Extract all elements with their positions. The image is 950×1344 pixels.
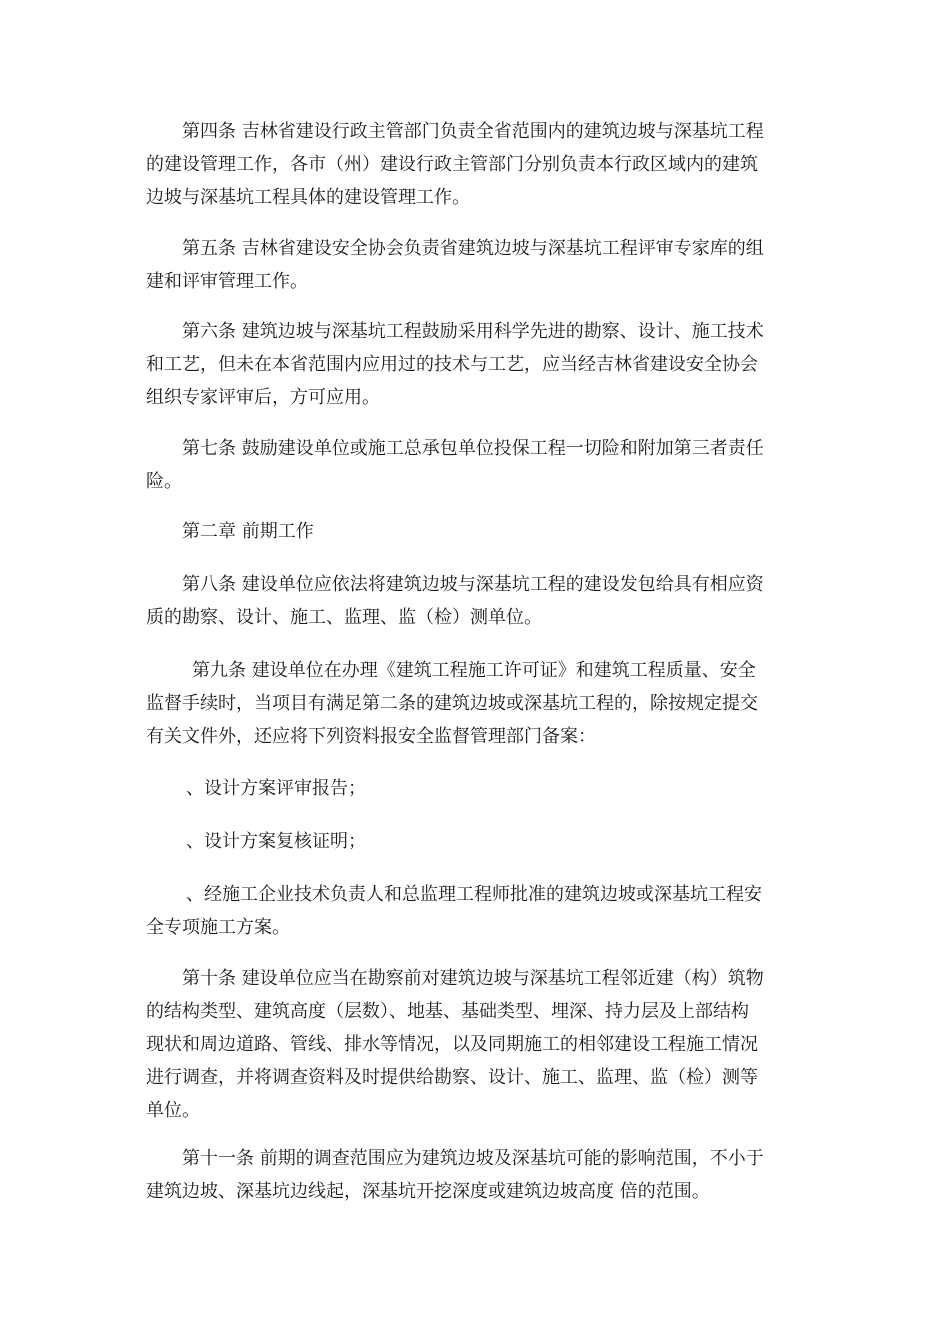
text-line: 现状和周边道路、管线、排水等情况，以及同期施工的相邻建设工程施工情况 (146, 1034, 758, 1055)
list-item-2 (146, 825, 816, 858)
article-7-paragraph (146, 432, 816, 498)
text-line: 的建设管理工作，各市（州）建设行政主管部门分别负责本行政区域内的建筑 (146, 154, 758, 175)
text-line: 、设计方案评审报告； (186, 778, 366, 799)
text-line: 和工艺，但未在本省范围内应用过的技术与工艺，应当经吉林省建设安全协会 (146, 354, 758, 375)
text-line: 、设计方案复核证明； (186, 831, 366, 852)
text-line: 第十一条 前期的调查范围应为建筑边坡及深基坑可能的影响范围，不小于 (182, 1148, 764, 1169)
text-line: 第七条 鼓励建设单位或施工总承包单位投保工程一切险和附加第三者责任 (182, 438, 764, 459)
text-line: 单位。 (146, 1100, 200, 1121)
article-11-paragraph (146, 1142, 816, 1208)
article-5-paragraph (146, 232, 816, 298)
text-line: 的结构类型、建筑高度（层数）、地基、基础类型、埋深、持力层及上部结构 (146, 1001, 749, 1022)
article-10-paragraph (146, 962, 816, 1127)
text-line: 、经施工企业技术负责人和总监理工程师批准的建筑边坡或深基坑工程安 (186, 884, 762, 905)
text-line: 边坡与深基坑工程具体的建设管理工作。 (146, 187, 470, 208)
text-line: 第九条 建设单位在办理《建筑工程施工许可证》和建筑工程质量、安全 (192, 660, 756, 681)
article-9-paragraph (146, 654, 816, 753)
list-item-3 (146, 878, 816, 944)
text-line: 建筑边坡、深基坑边线起，深基坑开挖深度或建筑边坡高度 倍的范围。 (146, 1181, 710, 1202)
article-4-paragraph (146, 115, 816, 214)
text-line: 组织专家评审后，方可应用。 (146, 387, 380, 408)
text-line: 进行调查，并将调查资料及时提供给勘察、设计、施工、监理、监（检）测等 (146, 1067, 758, 1088)
text-line: 质的勘察、设计、施工、监理、监（检）测单位。 (146, 607, 542, 628)
text-line: 第四条 吉林省建设行政主管部门负责全省范围内的建筑边坡与深基坑工程 (182, 121, 764, 142)
text-line: 第六条 建筑边坡与深基坑工程鼓励采用科学先进的勘察、设计、施工技术 (182, 321, 764, 342)
article-6-paragraph (146, 315, 816, 414)
text-line: 第二章 前期工作 (182, 521, 314, 542)
chapter-2-heading (146, 515, 816, 548)
text-line: 建和评审管理工作。 (146, 271, 308, 292)
text-line: 第八条 建设单位应依法将建筑边坡与深基坑工程的建设发包给具有相应资 (182, 574, 764, 595)
text-line: 第五条 吉林省建设安全协会负责省建筑边坡与深基坑工程评审专家库的组 (182, 238, 764, 259)
text-line: 第十条 建设单位应当在勘察前对建筑边坡与深基坑工程邻近建（构）筑物 (182, 968, 764, 989)
text-line: 险。 (146, 471, 182, 492)
text-line: 有关文件外，还应将下列资料报安全监督管理部门备案： (146, 726, 596, 747)
text-line: 监督手续时，当项目有满足第二条的建筑边坡或深基坑工程的，除按规定提交 (146, 693, 758, 714)
text-line: 全专项施工方案。 (146, 917, 290, 938)
list-item-1 (146, 772, 816, 805)
article-8-paragraph (146, 568, 816, 634)
